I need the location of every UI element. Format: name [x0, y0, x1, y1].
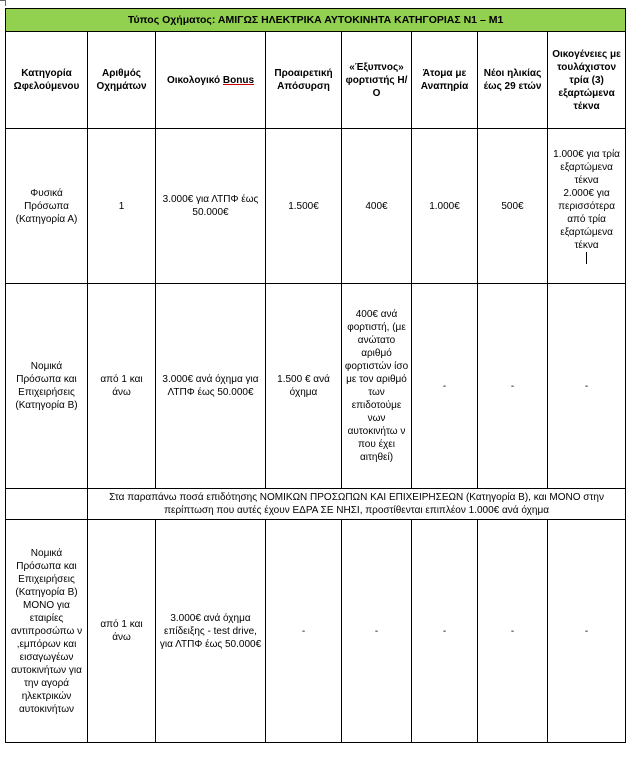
cell-charger: -: [342, 520, 412, 743]
cell-vehicles: 1: [88, 129, 156, 284]
header-vehicles: Αριθμός Οχημάτων: [88, 32, 156, 129]
cell-bonus: 3.000€ ανά όχημα επίδειξης - test drive, για ΛΤΠΦ έως 50.000€: [156, 520, 266, 743]
table-title-row: [6, 9, 626, 32]
cell-charger: 400€ ανά φορτιστή, (με ανώτατο αριθμό φορτιστών ίσο με τον αριθμό των επιδοτούμε νων αυτοκινήτω ν που έχει αιτηθεί): [342, 284, 412, 489]
header-bonus-word: Bonus: [222, 74, 255, 86]
header-withdrawal: Προαιρετική Απόσυρση: [266, 32, 342, 129]
cell-withdrawal: -: [266, 520, 342, 743]
cell-youth: 500€: [478, 129, 548, 284]
header-bonus-prefix: Οικολογικό: [166, 74, 223, 86]
cell-youth: -: [478, 284, 548, 489]
cell-disabled: -: [412, 284, 478, 489]
cell-category: Φυσικά Πρόσωπα (Κατηγορία Α): [6, 129, 88, 284]
text-cursor: [586, 252, 587, 264]
cell-withdrawal: 1.500€: [266, 129, 342, 284]
corner-mark: [0, 0, 6, 6]
note-row: [6, 489, 626, 520]
cell-disabled: 1.000€: [412, 129, 478, 284]
cell-withdrawal: 1.500 € ανά όχημα: [266, 284, 342, 489]
header-row: [6, 32, 626, 129]
cell-families: -: [548, 520, 626, 743]
families-line-2: 2.000€ για περισσότερα από τρία εξαρτώμενα τέκνα: [558, 187, 616, 251]
note-spacer: [6, 489, 88, 520]
cell-families: [548, 129, 626, 284]
cell-charger: 400€: [342, 129, 412, 284]
cell-disabled: -: [412, 520, 478, 743]
cell-bonus: 3.000€ για ΛΤΠΦ έως 50.000€: [156, 129, 266, 284]
header-bonus: [156, 32, 266, 129]
cell-vehicles: από 1 και άνω: [88, 520, 156, 743]
table-row: [6, 520, 626, 743]
cell-category: Νομικά Πρόσωπα και Επιχειρήσεις (Κατηγορία Β): [6, 284, 88, 489]
table-row: [6, 129, 626, 284]
header-youth: Νέοι ηλικίας έως 29 ετών: [478, 32, 548, 129]
table-row: [6, 284, 626, 489]
cell-vehicles: από 1 και άνω: [88, 284, 156, 489]
cell-bonus: 3.000€ ανά όχημα για ΛΤΠΦ έως 50.000€: [156, 284, 266, 489]
header-charger: «Έξυπνος» φορτιστής Η/Ο: [342, 32, 412, 129]
cell-families: -: [548, 284, 626, 489]
families-line-1: 1.000€ για τρία εξαρτώμενα τέκνα: [553, 148, 620, 186]
island-note: Στα παραπάνω ποσά επιδότησης ΝΟΜΙΚΩΝ ΠΡΟΣΩΠΩΝ ΚΑΙ ΕΠΙΧΕΙΡΗΣΕΩΝ (Κατηγορία Β), και ΜΟΝΟ στην περίπτωση που αυτές έχουν ΕΔΡΑ ΣΕ ΝΗΣΙ, προστίθενται επιπλέον 1.000€ ανά όχημα: [88, 489, 626, 520]
header-disabled: Άτομα με Αναπηρία: [412, 32, 478, 129]
subsidy-table: [5, 8, 626, 743]
header-category: Κατηγορία Ωφελούμενου: [6, 32, 88, 129]
cell-category: Νομικά Πρόσωπα και Επιχειρήσεις (Κατηγορία Β) ΜΟΝΟ για εταιρίες αντιπροσώπω ν ,εμπόρων και εισαγωγέων αυτοκινήτων για την αγορά ηλεκτρικών αυτοκινήτων: [6, 520, 88, 743]
header-families: Οικογένειες με τουλάχιστον τρία (3) εξαρτώμενα τέκνα: [548, 32, 626, 129]
table-title: Τύπος Οχήματος: ΑΜΙΓΩΣ ΗΛΕΚΤΡΙΚΑ ΑΥΤΟΚΙΝΗΤΑ ΚΑΤΗΓΟΡΙΑΣ Ν1 – Μ1: [6, 9, 626, 32]
cell-youth: -: [478, 520, 548, 743]
